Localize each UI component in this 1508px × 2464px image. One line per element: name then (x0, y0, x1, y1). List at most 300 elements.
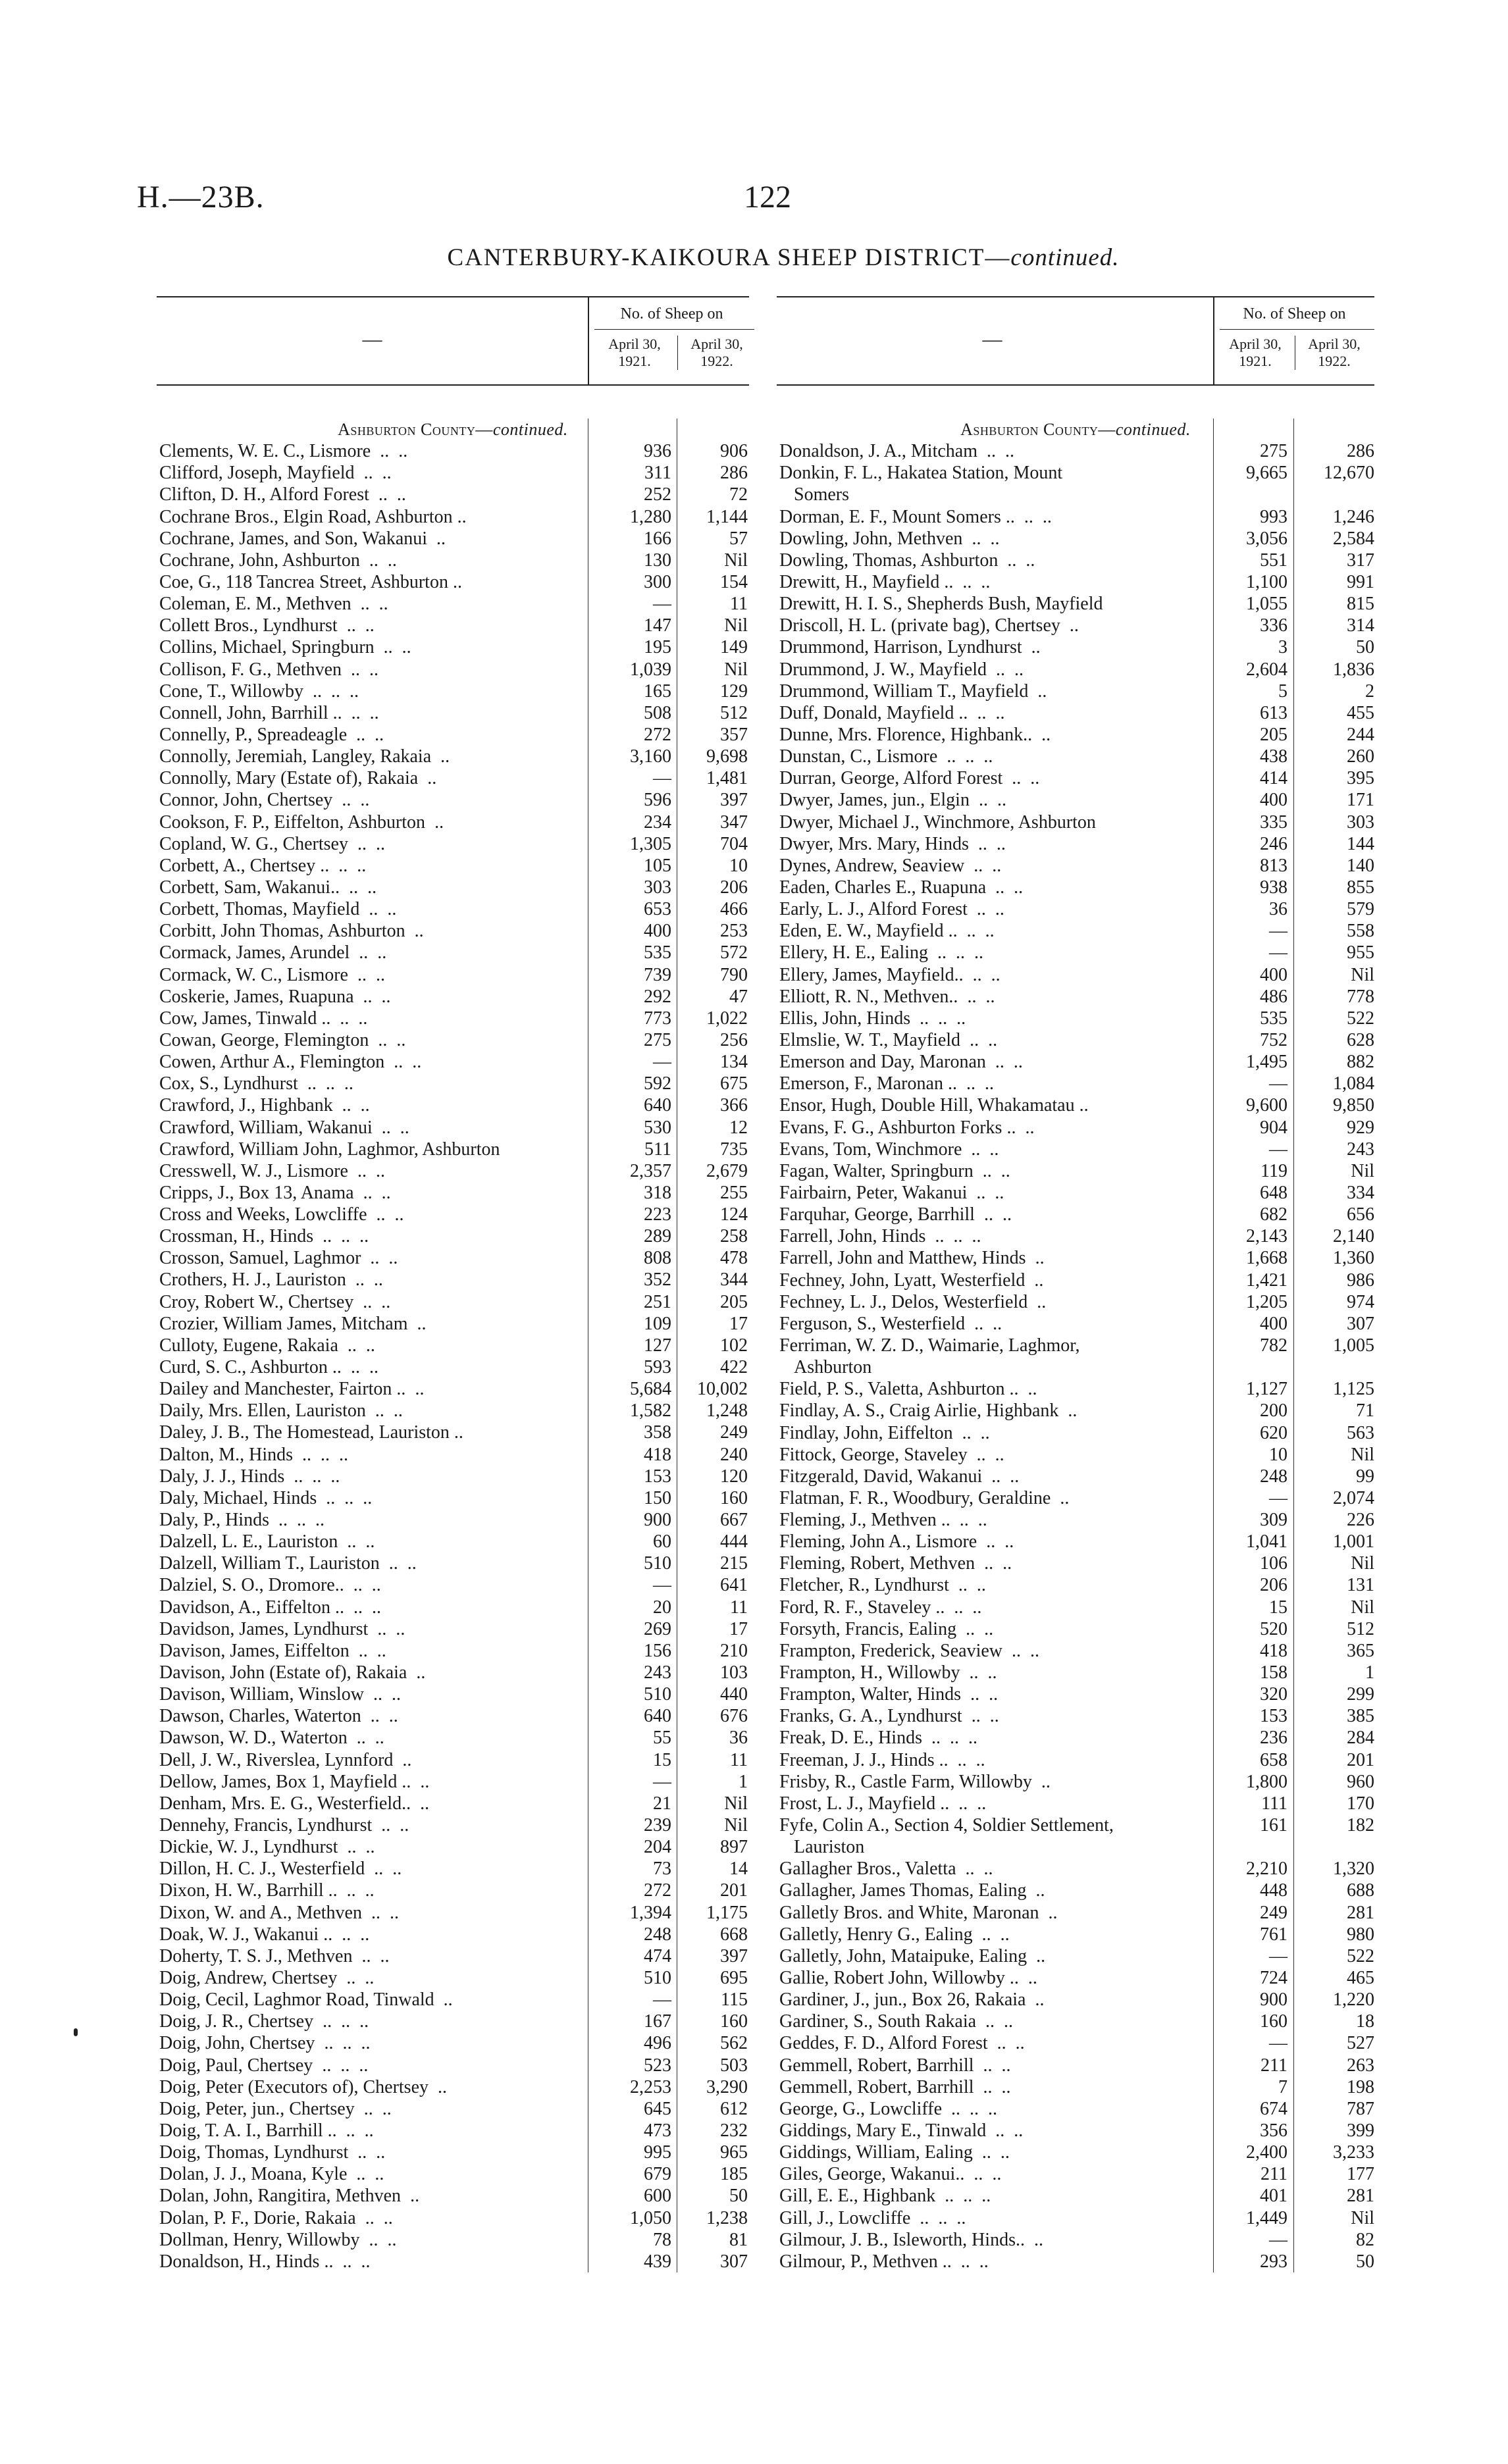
sheep-1921: 153 (1260, 1706, 1287, 1727)
owner-name: Clements, W. E. C., Lismore .. .. (159, 441, 408, 462)
sheep-1921: 508 (644, 702, 671, 723)
sheep-1922: 299 (1347, 1684, 1374, 1705)
sheep-1921: 486 (1260, 986, 1287, 1007)
owner-name: Dailey and Manchester, Fairton .. .. (159, 1379, 425, 1400)
left-table-header (157, 296, 749, 386)
owner-name: Crossman, H., Hinds .. .. .. (159, 1226, 369, 1247)
sheep-1922: 334 (1347, 1182, 1374, 1203)
owner-name: Dixon, H. W., Barrhill .. .. .. (159, 1880, 375, 1901)
table-row (157, 767, 749, 789)
sheep-1922: Nil (724, 550, 748, 571)
owner-name: Collison, F. G., Methven .. .. (159, 659, 378, 680)
owner-name: Emerson, F., Maronan .. .. .. (779, 1073, 994, 1094)
table-row (157, 1858, 749, 1880)
table-row (157, 1051, 749, 1073)
sheep-1922: 154 (720, 571, 748, 592)
sheep-1922: 1,220 (1333, 1989, 1374, 2011)
left-table (157, 296, 749, 2272)
owner-name: Cowan, George, Flemington .. .. (159, 1029, 406, 1050)
sheep-1922: 82 (1356, 2229, 1374, 2250)
sheep-1922: 18 (1356, 2011, 1374, 2032)
sheep-1921: 352 (644, 1270, 671, 1291)
owner-name: Freak, D. E., Hinds .. .. .. (779, 1728, 977, 1749)
table-row (777, 789, 1374, 811)
sheep-1921: 20 (653, 1597, 671, 1618)
owner-name: Duff, Donald, Mayfield .. .. .. (779, 702, 1005, 723)
owner-name: Fairbairn, Peter, Wakanui .. .. (779, 1182, 1004, 1203)
owner-name: Dalzell, William T., Lauriston .. .. (159, 1553, 417, 1574)
owner-name: Farrell, John and Matthew, Hinds .. (779, 1248, 1045, 1269)
owner-name: Curd, S. C., Ashburton .. .. .. (159, 1357, 378, 1378)
sheep-1921: — (1269, 942, 1287, 963)
sheep-1922: 455 (1347, 702, 1374, 723)
owner-name: Dalzell, L. E., Lauriston .. .. (159, 1531, 375, 1553)
sheep-1922: 897 (720, 1837, 748, 1858)
sheep-1921: 1,668 (1246, 1248, 1287, 1269)
table-row (157, 2098, 749, 2120)
sheep-1922: 47 (729, 986, 748, 1007)
table-row (777, 767, 1374, 789)
sheep-1921: 640 (644, 1095, 671, 1116)
table-row (157, 1705, 749, 1727)
table-row (777, 1858, 1374, 1880)
owner-name: Connolly, Mary (Estate of), Rakaia .. (159, 768, 437, 789)
sheep-1921: 3 (1278, 637, 1287, 658)
sheep-1921: 1,305 (630, 833, 671, 854)
table-row (777, 746, 1374, 767)
owner-name: Daly, Michael, Hinds .. .. .. (159, 1487, 373, 1508)
sheep-1922: 284 (1347, 1728, 1374, 1749)
owner-name: Giddings, William, Ealing .. .. (779, 2142, 1010, 2163)
table-row (777, 440, 1374, 462)
owner-name: Doig, Paul, Chertsey .. .. .. (159, 2055, 369, 2076)
owner-name: Doig, John, Chertsey .. .. .. (159, 2033, 371, 2054)
sheep-1921: 401 (1260, 2186, 1287, 2207)
owner-name: Findlay, A. S., Craig Airlie, Highbank .. (779, 1400, 1078, 1422)
sheep-1922: 124 (720, 1204, 748, 1225)
sheep-1921: 551 (1260, 550, 1287, 571)
sheep-1921: 269 (644, 1618, 671, 1639)
owner-name: Cow, James, Tinwald .. .. .. (159, 1008, 368, 1029)
owner-name: Fechney, L. J., Delos, Westerfield .. (779, 1291, 1047, 1312)
table-row (777, 1422, 1374, 1444)
sheep-1922: 81 (729, 2229, 748, 2250)
table-row (157, 2032, 749, 2054)
sheep-1922: 144 (1347, 833, 1374, 854)
sheep-1921: 1,205 (1246, 1291, 1287, 1312)
owner-name: Denham, Mrs. E. G., Westerfield.. .. (159, 1793, 430, 1814)
owner-name: Crawford, William, Wakanui .. .. (159, 1117, 409, 1138)
sheep-1922: 1 (739, 1771, 748, 1792)
table-row (777, 811, 1374, 833)
sheep-1922: 17 (729, 1618, 748, 1639)
sheep-1922: 1,246 (1333, 506, 1374, 527)
owner-name: Frisby, R., Castle Farm, Willowby .. (779, 1771, 1051, 1792)
table-row (157, 898, 749, 920)
sheep-1921: 773 (644, 1008, 671, 1029)
sheep-1921: 1,100 (1246, 572, 1287, 592)
table-row (157, 789, 749, 811)
sheep-1921: 320 (1260, 1684, 1287, 1705)
table-row (157, 1139, 749, 1160)
right-table-header (777, 296, 1374, 386)
table-row (777, 1225, 1374, 1247)
sheep-1921: 211 (1261, 2055, 1287, 2076)
sheep-1922: 1,022 (706, 1008, 748, 1029)
sheep-1922: 314 (1347, 615, 1374, 636)
owner-name: Doig, Peter (Executors of), Chertsey .. (159, 2076, 447, 2097)
sheep-1922: 688 (1347, 1880, 1374, 1901)
sheep-1921: 106 (1260, 1553, 1287, 1574)
sheep-1921: 1,039 (630, 659, 671, 680)
sheep-1921: 510 (644, 1967, 671, 1988)
table-row (157, 2207, 749, 2229)
table-row (777, 877, 1374, 898)
sheep-1922: 787 (1347, 2098, 1374, 2119)
sheep-1921: 936 (644, 441, 671, 462)
owner-name: Farquhar, George, Barrhill .. .. (779, 1204, 1012, 1225)
owner-name: Drummond, William T., Mayfield .. (779, 680, 1047, 702)
owner-name: Forsyth, Francis, Ealing .. .. (779, 1618, 994, 1639)
sheep-1922: 440 (720, 1684, 748, 1705)
owner-name: Gilmour, J. B., Isleworth, Hinds.. .. (779, 2229, 1043, 2250)
sheep-1921: 167 (644, 2011, 671, 2032)
sheep-1921: 645 (644, 2098, 671, 2119)
owner-name: Eaden, Charles E., Ruapuna .. .. (779, 877, 1024, 898)
owner-name: Crawford, J., Highbank .. .. (159, 1095, 370, 1116)
sheep-1922: 704 (720, 833, 748, 854)
right-section-heading: Ashburton County—continued. (960, 420, 1191, 439)
sheep-1922: 1,836 (1333, 659, 1374, 680)
owner-name: Frampton, Walter, Hinds .. .. (779, 1684, 999, 1705)
sheep-1922: 286 (1347, 441, 1374, 462)
table-row (157, 724, 749, 746)
sheep-1921: — (1269, 1073, 1287, 1094)
sheep-1921: 275 (1260, 441, 1287, 462)
owner-name: Frampton, Frederick, Seaview .. .. (779, 1640, 1040, 1661)
table-row (777, 659, 1374, 680)
table-row (777, 1335, 1374, 1378)
sheep-1922: 1,001 (1333, 1531, 1374, 1553)
sheep-group-label: No. of Sheep on (620, 305, 723, 322)
table-row (157, 1618, 749, 1640)
sheep-1921: 1,394 (630, 1902, 671, 1923)
table-row (777, 2163, 1374, 2185)
sheep-1921: 236 (1260, 1728, 1287, 1749)
owner-name: Evans, F. G., Ashburton Forks .. .. (779, 1117, 1035, 1138)
owner-name: Dowling, John, Methven .. .. (779, 528, 1000, 549)
sheep-1921: 9,600 (1246, 1095, 1287, 1116)
table-row (157, 1531, 749, 1553)
sheep-1922: 201 (1347, 1749, 1374, 1770)
table-row (777, 1727, 1374, 1749)
sheep-1922: 11 (730, 1597, 748, 1618)
owner-name: Dunne, Mrs. Florence, Highbank.. .. (779, 724, 1051, 745)
sheep-1921: — (1269, 1487, 1287, 1508)
table-row (157, 1313, 749, 1335)
owner-name: Dellow, James, Box 1, Mayfield .. .. (159, 1771, 430, 1792)
table-row (777, 920, 1374, 942)
sheep-1921: — (1269, 1139, 1287, 1160)
sheep-1922: 444 (720, 1531, 748, 1553)
owner-name: Dowling, Thomas, Ashburton .. .. (779, 550, 1035, 571)
page-number: 122 (744, 180, 791, 215)
sheep-1921: 2,143 (1246, 1226, 1287, 1247)
table-row (777, 1073, 1374, 1094)
sheep-1921: 782 (1260, 1335, 1287, 1356)
owner-name: Dorman, E. F., Mount Somers .. .. .. (779, 506, 1052, 527)
owner-name: Cresswell, W. J., Lismore .. .. (159, 1160, 385, 1181)
table-row (157, 1487, 749, 1509)
sheep-1922: Nil (724, 659, 748, 680)
sheep-1922: 527 (1347, 2033, 1374, 2054)
table-row (777, 1553, 1374, 1574)
sheep-1921: — (1269, 2033, 1287, 2054)
sheep-1921: 535 (644, 942, 671, 963)
owner-name: Gill, E. E., Highbank .. .. .. (779, 2186, 991, 2207)
table-row (777, 2011, 1374, 2032)
table-row (157, 1902, 749, 1924)
owner-name: Cookson, F. P., Eiffelton, Ashburton .. (159, 811, 444, 833)
sheep-1922: 344 (720, 1270, 748, 1291)
sheep-1922: 50 (1356, 637, 1374, 658)
sheep-1921: 248 (644, 1924, 671, 1945)
owner-name: Drewitt, H. I. S., Shepherds Bush, Mayfield (779, 594, 1103, 615)
sheep-1922: 201 (720, 1880, 748, 1901)
table-row (157, 1880, 749, 1901)
sheep-1922: 641 (720, 1575, 748, 1596)
sheep-count-header (588, 297, 754, 384)
sheep-1922: 1,175 (706, 1902, 748, 1923)
sheep-1921: 160 (1260, 2011, 1287, 2032)
owner-name: Drummond, Harrison, Lyndhurst .. (779, 637, 1041, 658)
sheep-1922: 1,320 (1333, 1859, 1374, 1880)
table-row (777, 833, 1374, 855)
sheep-1922: 2,679 (706, 1160, 748, 1181)
sheep-1922: Nil (724, 1793, 748, 1814)
owner-name: Daily, Mrs. Ellen, Lauriston .. .. (159, 1400, 403, 1422)
owner-name: Dolan, J. J., Moana, Kyle .. .. (159, 2164, 384, 2185)
sheep-1921: 292 (644, 986, 671, 1007)
sheep-1922: Nil (1351, 1444, 1374, 1465)
sheep-1921: 335 (1260, 811, 1287, 833)
table-row (777, 528, 1374, 550)
sheep-1922: Nil (724, 615, 748, 636)
owner-name: Connelly, P., Spreadeagle .. .. (159, 724, 384, 745)
sheep-1921: — (1269, 2229, 1287, 2250)
table-row (777, 1051, 1374, 1073)
owner-name: Findlay, John, Eiffelton .. .. (779, 1422, 990, 1443)
sheep-1922: 1,144 (706, 506, 748, 527)
table-row (157, 1291, 749, 1313)
owner-name: Gilmour, P., Methven .. .. .. (779, 2251, 989, 2272)
sheep-1921: 813 (1260, 855, 1287, 876)
sheep-1922: 980 (1347, 1924, 1374, 1945)
owner-name: Geddes, F. D., Alford Forest .. .. (779, 2033, 1025, 2054)
sheep-1921: 205 (1260, 724, 1287, 745)
owner-name: Cochrane, John, Ashburton .. .. (159, 550, 397, 571)
table-row (777, 1574, 1374, 1596)
owner-name: Fyfe, Colin A., Section 4, Soldier Settlement, Lauriston (779, 1815, 1114, 1858)
sheep-1921: 272 (644, 724, 671, 745)
col-1921-header: April 30, 1921. (608, 336, 661, 369)
sheep-1921: 200 (1260, 1400, 1287, 1422)
table-row (777, 1160, 1374, 1182)
table-row (157, 1640, 749, 1662)
sheep-1922: 2,074 (1333, 1487, 1374, 1508)
sheep-1921: 15 (653, 1749, 671, 1770)
sheep-1922: 579 (1347, 899, 1374, 920)
sheep-1921: 400 (1260, 964, 1287, 985)
table-row (777, 1029, 1374, 1051)
sheep-1922: 558 (1347, 921, 1374, 942)
owner-name: Cone, T., Willowby .. .. .. (159, 680, 359, 702)
sheep-1922: 263 (1347, 2055, 1374, 2076)
sheep-1921: 78 (653, 2229, 671, 2250)
sheep-1921: 2,400 (1246, 2142, 1287, 2163)
table-row (777, 898, 1374, 920)
table-row (157, 1444, 749, 1466)
table-row (777, 2032, 1374, 2054)
sheep-1922: 99 (1356, 1466, 1374, 1487)
sheep-1921: 303 (644, 877, 671, 898)
owner-name: Corbitt, John Thomas, Ashburton .. (159, 921, 424, 942)
sheep-1921: 356 (1260, 2120, 1287, 2142)
owner-name: Corbett, A., Chertsey .. .. .. (159, 855, 367, 876)
owner-name: Dolan, P. F., Dorie, Rakaia .. .. (159, 2207, 393, 2228)
owner-name: Dwyer, Michael J., Winchmore, Ashburton (779, 811, 1096, 833)
table-row (777, 1139, 1374, 1160)
table-row (777, 1444, 1374, 1466)
name-column-header: — (362, 328, 382, 350)
sheep-1922: 14 (729, 1859, 748, 1880)
sheep-1922: 134 (720, 1052, 748, 1073)
sheep-1921: 3,056 (1246, 528, 1287, 549)
table-row (157, 1574, 749, 1596)
sheep-1921: 150 (644, 1487, 671, 1508)
owner-name: Cross and Weeks, Lowcliffe .. .. (159, 1204, 404, 1225)
sheep-1922: 815 (1347, 594, 1374, 615)
table-row (777, 1705, 1374, 1727)
sheep-1921: 130 (644, 550, 671, 571)
sheep-1922: Nil (1351, 1553, 1374, 1574)
sheep-1921: 596 (644, 790, 671, 811)
sheep-1921: 111 (1261, 1793, 1287, 1814)
sheep-1922: 399 (1347, 2120, 1374, 2142)
sheep-1921: 613 (1260, 702, 1287, 723)
owner-name: Fittock, George, Staveley .. .. (779, 1444, 1004, 1465)
owner-name: Emerson and Day, Maronan .. .. (779, 1052, 1023, 1073)
table-row (777, 2055, 1374, 2076)
table-row (157, 1400, 749, 1422)
sheep-1922: 563 (1347, 1422, 1374, 1443)
owner-name: Donaldson, J. A., Mitcham .. .. (779, 441, 1014, 462)
owner-name: Clifford, Joseph, Mayfield .. .. (159, 463, 392, 484)
table-row (157, 920, 749, 942)
sheep-1922: 422 (720, 1357, 748, 1378)
table-row (777, 2185, 1374, 2207)
left-section-heading: Ashburton County—continued. (338, 420, 568, 439)
sheep-1921: 272 (644, 1880, 671, 1901)
sheep-1921: 496 (644, 2033, 671, 2054)
owner-name: Corbett, Thomas, Mayfield .. .. (159, 899, 397, 920)
table-row (157, 550, 749, 571)
owner-name: Donkin, F. L., Hakatea Station, Mount Somers (779, 463, 1063, 505)
table-row (157, 1422, 749, 1443)
sheep-1921: 3,160 (630, 746, 671, 767)
sheep-1922: 465 (1347, 1968, 1374, 1989)
sheep-1921: 724 (1260, 1968, 1287, 1989)
table-row (157, 1269, 749, 1291)
sheep-1921: 166 (644, 528, 671, 549)
table-row (777, 1793, 1374, 1814)
sheep-1922: 317 (1347, 550, 1374, 571)
owner-name: Galletly, John, Mataipuke, Ealing .. (779, 1945, 1046, 1966)
sheep-1922: 365 (1347, 1640, 1374, 1661)
owner-name: Dalziel, S. O., Dromore.. .. .. (159, 1575, 381, 1596)
owner-name: Coleman, E. M., Methven .. .. (159, 594, 388, 615)
owner-name: Doig, J. R., Chertsey .. .. .. (159, 2011, 369, 2032)
sheep-1922: 258 (720, 1226, 748, 1247)
table-row (157, 2142, 749, 2163)
sheep-1921: 251 (644, 1291, 671, 1312)
table-row (777, 1814, 1374, 1858)
table-row (777, 2142, 1374, 2163)
table-row (157, 593, 749, 615)
sheep-1922: 1 (1365, 1662, 1374, 1683)
sheep-1921: 289 (644, 1226, 671, 1247)
table-row (157, 833, 749, 855)
table-row (777, 2098, 1374, 2120)
sheep-1922: 160 (720, 1487, 748, 1508)
sheep-1921: 1,050 (630, 2207, 671, 2228)
owner-name: Field, P. S., Valetta, Ashburton .. .. (779, 1379, 1037, 1400)
table-row (777, 1509, 1374, 1531)
sheep-1921: 2,253 (630, 2076, 671, 2097)
sheep-1922: 3,290 (706, 2076, 748, 2097)
sheep-1921: — (1269, 1945, 1287, 1966)
sheep-1922: 182 (1347, 1815, 1374, 1836)
sheep-1921: 679 (644, 2164, 671, 2185)
sheep-1921: 674 (1260, 2098, 1287, 2119)
table-row (777, 1313, 1374, 1335)
sheep-1921: 55 (653, 1728, 671, 1749)
sheep-1921: 653 (644, 899, 671, 920)
sheep-1921: 119 (1261, 1160, 1287, 1181)
sheep-1922: 478 (720, 1248, 748, 1269)
table-row (777, 1902, 1374, 1924)
table-row (157, 1356, 749, 1378)
sheep-1922: 2,140 (1333, 1226, 1374, 1247)
sheep-1922: 10 (729, 855, 748, 876)
table-row (777, 1270, 1374, 1291)
sheep-1922: 303 (1347, 811, 1374, 833)
sheep-1921: 900 (1260, 1989, 1287, 2011)
sheep-count-header (1213, 297, 1374, 384)
sheep-1921: 7 (1278, 2076, 1287, 2097)
sheep-1922: 256 (720, 1029, 748, 1050)
sheep-1922: 855 (1347, 877, 1374, 898)
table-row (777, 1378, 1374, 1400)
owner-name: Ellery, H. E., Ealing .. .. .. (779, 942, 984, 963)
table-row (777, 1204, 1374, 1225)
owner-name: Galletly, Henry G., Ealing .. .. (779, 1924, 1010, 1945)
col-1922-header: April 30, 1922. (1295, 336, 1373, 370)
table-row (157, 1182, 749, 1204)
sheep-1922: Nil (1351, 2207, 1374, 2228)
table-row (157, 615, 749, 636)
left-table-body (157, 419, 749, 2272)
